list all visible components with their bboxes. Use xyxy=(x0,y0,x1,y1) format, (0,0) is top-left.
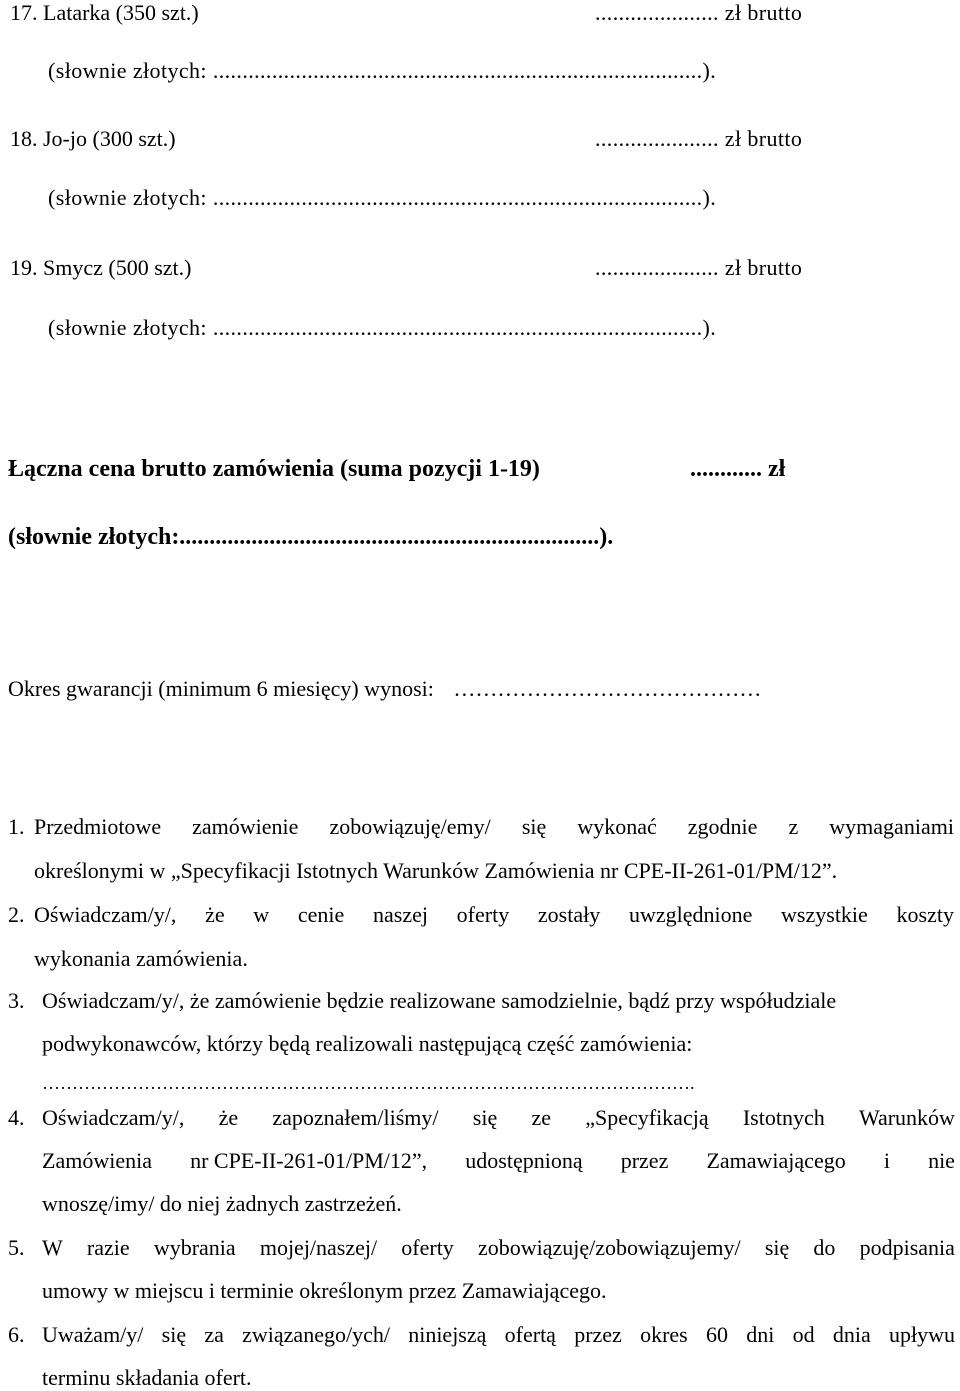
word: Istotnych xyxy=(742,1105,825,1130)
word: W xyxy=(42,1235,63,1260)
item-19-price: ..................... zł brutto xyxy=(595,255,803,280)
word: przez xyxy=(574,1322,622,1347)
word: się xyxy=(161,1322,187,1347)
word: oferty xyxy=(456,902,510,927)
word: „Specyfikacją xyxy=(585,1105,709,1130)
word: że xyxy=(205,902,225,927)
item-17-words: (słownie złotych: ...................................................................................). xyxy=(48,58,717,83)
word: okres xyxy=(640,1322,688,1347)
statement-4-number: 4. xyxy=(8,1105,25,1130)
word: się xyxy=(472,1105,498,1130)
word: dni xyxy=(746,1322,775,1347)
total-label: Łączna cena brutto zamówienia (suma pozycji 1-19) xyxy=(8,456,540,482)
word: zostały xyxy=(537,902,601,927)
word: razie xyxy=(86,1235,130,1260)
word: udostępnioną xyxy=(465,1148,583,1173)
word: się xyxy=(521,814,547,839)
item-19-words: (słownie złotych: ...................................................................................). xyxy=(48,315,717,340)
statement-4-line3: wnoszę/imy/ do niej żadnych zastrzeżeń. xyxy=(42,1191,402,1216)
statement-2-line2: wykonania zamówienia. xyxy=(34,946,248,971)
total-words: (słownie złotych:......................................................................). xyxy=(8,524,614,550)
word: ze xyxy=(531,1105,551,1130)
statement-4-line1 xyxy=(42,1105,955,1131)
word: zamówienie xyxy=(192,814,299,839)
word: Oświadczam/y/, xyxy=(34,902,177,927)
statement-3-line1: Oświadczam/y/, że zamówienie będzie realizowane samodzielnie, bądź przy współudziale xyxy=(42,988,837,1013)
statement-1-number: 1. xyxy=(8,814,25,839)
statement-3-number: 3. xyxy=(8,988,25,1013)
word: wybrania xyxy=(153,1235,236,1260)
item-19-label: 19. Smycz (500 szt.) xyxy=(10,255,192,280)
word: podpisania xyxy=(859,1235,955,1260)
word: zobowiązuję/emy/ xyxy=(329,814,491,839)
statement-2-line1 xyxy=(34,902,954,928)
word: dnia xyxy=(832,1322,871,1347)
word: Oświadczam/y/, xyxy=(42,1105,185,1130)
item-18-words: (słownie złotych: ...................................................................................). xyxy=(48,185,717,210)
word: się xyxy=(764,1235,790,1260)
statement-4-line2 xyxy=(42,1148,955,1174)
word: od xyxy=(792,1322,815,1347)
statement-3-line2: podwykonawców, którzy będą realizowali następującą część zamówienia: xyxy=(42,1031,693,1056)
word: Warunków xyxy=(858,1105,955,1130)
warranty-blank: …………………………………… xyxy=(453,676,762,701)
total-price: ............ zł xyxy=(690,456,786,482)
statement-1-line1 xyxy=(34,814,954,840)
statement-6-number: 6. xyxy=(8,1322,25,1347)
word: Przedmiotowe xyxy=(34,814,162,839)
statement-3-line3: ………………………………………………………………………………………………. xyxy=(42,1073,695,1093)
statement-5-line1 xyxy=(42,1235,955,1261)
word: niniejszą xyxy=(408,1322,487,1347)
word: Uważam/y/ xyxy=(42,1322,144,1347)
word: upływu xyxy=(889,1322,955,1347)
word: zobowiązuję/zobowiązujemy/ xyxy=(477,1235,741,1260)
word: Zamawiającego xyxy=(706,1148,846,1173)
word: wykonać xyxy=(577,814,657,839)
word: w xyxy=(253,902,270,927)
item-18-price: ..................... zł brutto xyxy=(595,126,803,151)
word: 60 xyxy=(705,1322,728,1347)
word: Zamówienia xyxy=(42,1148,152,1173)
word: związanego/ych/ xyxy=(242,1322,390,1347)
word: wszystkie xyxy=(781,902,868,927)
word: nie xyxy=(928,1148,955,1173)
word: przez xyxy=(620,1148,669,1173)
item-17-price: ..................... zł brutto xyxy=(595,0,803,25)
word: i xyxy=(883,1148,890,1173)
statement-6-line1 xyxy=(42,1322,955,1348)
warranty-text: Okres gwarancji (minimum 6 miesięcy) wynosi: xyxy=(8,676,434,701)
word: nr CPE-II-261-01/PM/12”, xyxy=(190,1148,428,1173)
word: za xyxy=(204,1322,224,1347)
word: mojej/naszej/ xyxy=(259,1235,378,1260)
word: koszty xyxy=(896,902,954,927)
word: zgodnie xyxy=(687,814,758,839)
word: wymaganiami xyxy=(829,814,954,839)
word: uwzględnione xyxy=(628,902,753,927)
statement-2-number: 2. xyxy=(8,902,25,927)
word: oferty xyxy=(401,1235,454,1260)
statement-1-line2: określonymi w „Specyfikacji Istotnych Warunków Zamówienia nr CPE-II-261-01/PM/12”. xyxy=(34,858,838,883)
item-17-label: 17. Latarka (350 szt.) xyxy=(10,0,199,25)
warranty-label xyxy=(8,676,761,702)
word: że xyxy=(218,1105,239,1130)
statement-6-line2: terminu składania ofert. xyxy=(42,1365,252,1390)
statement-5-number: 5. xyxy=(8,1235,25,1260)
statement-5-line2: umowy w miejscu i terminie określonym przez Zamawiającego. xyxy=(42,1278,607,1303)
word: z xyxy=(788,814,799,839)
word: naszej xyxy=(373,902,428,927)
word: ofertą xyxy=(504,1322,556,1347)
word: cenie xyxy=(297,902,345,927)
word: zapoznałem/liśmy/ xyxy=(272,1105,439,1130)
item-18-label: 18. Jo-jo (300 szt.) xyxy=(10,126,176,151)
word: do xyxy=(813,1235,836,1260)
